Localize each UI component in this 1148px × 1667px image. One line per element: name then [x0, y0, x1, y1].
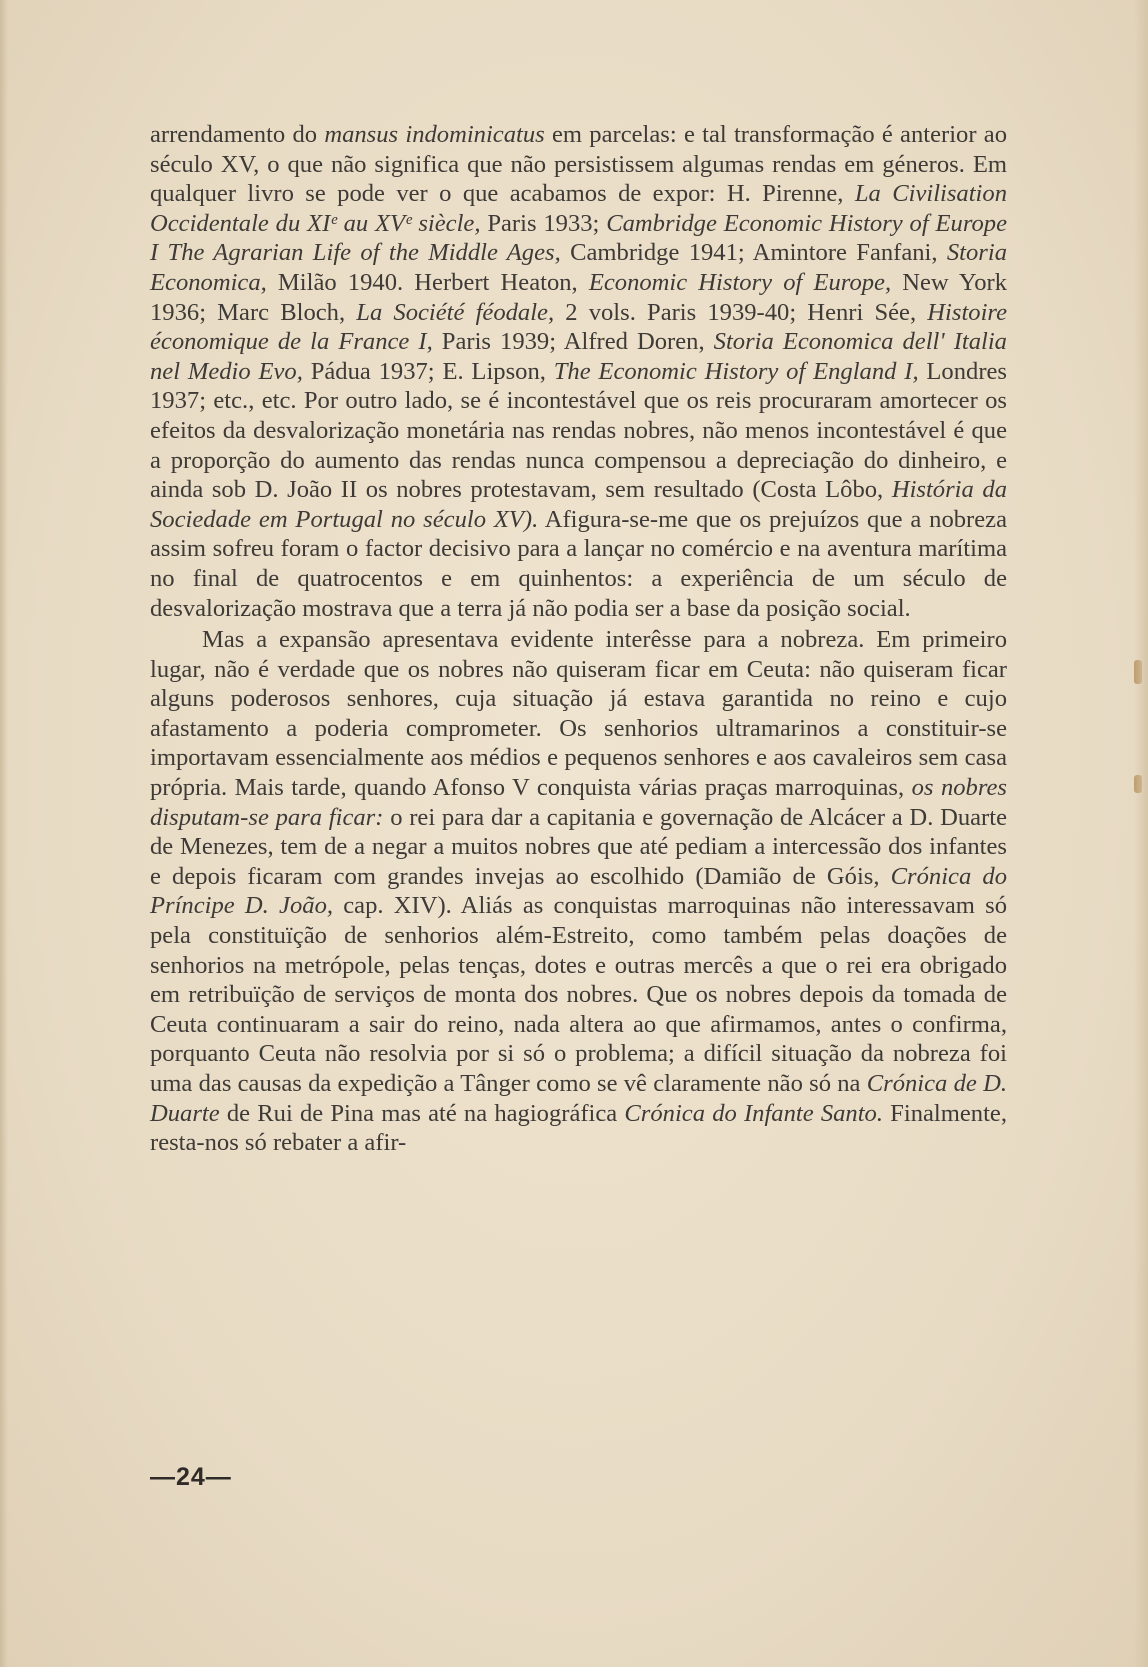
body-text [150, 120, 1007, 1158]
page-number: —24— [150, 1463, 232, 1491]
margin-ink-mark [1134, 775, 1142, 793]
paragraph-1: arrendamento do mansus indominicatus em parcelas: e tal transformação é anterior ao século XV, o que não significa que não persistissem algumas rendas em géneros. Em qualquer livro se pode ver o que acabamos de expor: H. Pirenne, La Civilisation Occidentale du XIᵉ au XVᵉ siècle, Paris 1933; Cambridge Economic History of Europe I The Agrarian Life of the Middle Ages, Cambridge 1941; Amintore Fanfani, Storia Economica, Milão 1940. Herbert Heaton, Economic History of Europe, New York 1936; Marc Bloch, La Société féodale, 2 vols. Paris 1939-40; Henri Sée, Histoire économique de la France I, Paris 1939; Alfred Doren, Storia Economica dell' Italia nel Medio Evo, Pádua 1937; E. Lipson, The Economic History of England I, Londres 1937; etc., etc. Por outro lado, se é incontestável que os reis procuraram amortecer os efeitos da desvalorização monetária nas rendas nobres, não menos incontestável é que a proporção do aumento das rendas nunca compensou a depreciação do dinheiro, e ainda sob D. João II os nobres protestavam, sem resultado (Costa Lôbo, História da Sociedade em Portugal no século XV). Afigura-se-me que os prejuízos que a nobreza assim sofreu foram o factor decisivo para a lançar no comércio e na aventura marítima no final de quatrocentos e em quinhentos: a experiência de um século de desvalorização mostrava que a terra já não podia ser a base da posição social. [150, 121, 1008, 622]
paragraph-2: Mas a expansão apresentava evidente interêsse para a nobreza. Em primeiro lugar, não é verdade que os nobres não quiseram ficar em Ceuta: não quiseram ficar alguns poderosos senhores, cuja situação já estava garantida no reino e cujo afastamento a poderia comprometer. Os senhorios ultramarinos a constituir-se importavam essencialmente aos médios e pequenos senhores e aos cavaleiros sem casa própria. Mais tarde, quando Afonso V conquista várias praças marroquinas, os nobres disputam-se para ficar: o rei para dar a capitania e governação de Alcácer a D. Duarte de Menezes, tem de a negar a muitos nobres que até pediam a intercessão dos infantes e depois ficaram com grandes invejas ao escolhido (Damião de Góis, Crónica do Príncipe D. João, cap. XIV). Aliás as conquistas marroquinas não interessavam só pela constituïção de senhorios além-Estreito, como também pelas doações de senhorios na metrópole, pelas tenças, dotes e outras mercês a que o rei era obrigado em retribuïção de serviços de monta dos nobres. Que os nobres depois da tomada de Ceuta continuaram a sair do reino, nada altera ao que afirmamos, antes o confirma, porquanto Ceuta não resolvia por si só o problema; a difícil situação da nobreza foi uma das causas da expedição a Tânger como se vê claramente não só na Crónica de D. Duarte de Rui de Pina mas até na hagiográfica Crónica do Infante Santo. Finalmente, resta-nos só rebater a afir- [150, 626, 1008, 1157]
margin-ink-mark [1134, 660, 1142, 684]
